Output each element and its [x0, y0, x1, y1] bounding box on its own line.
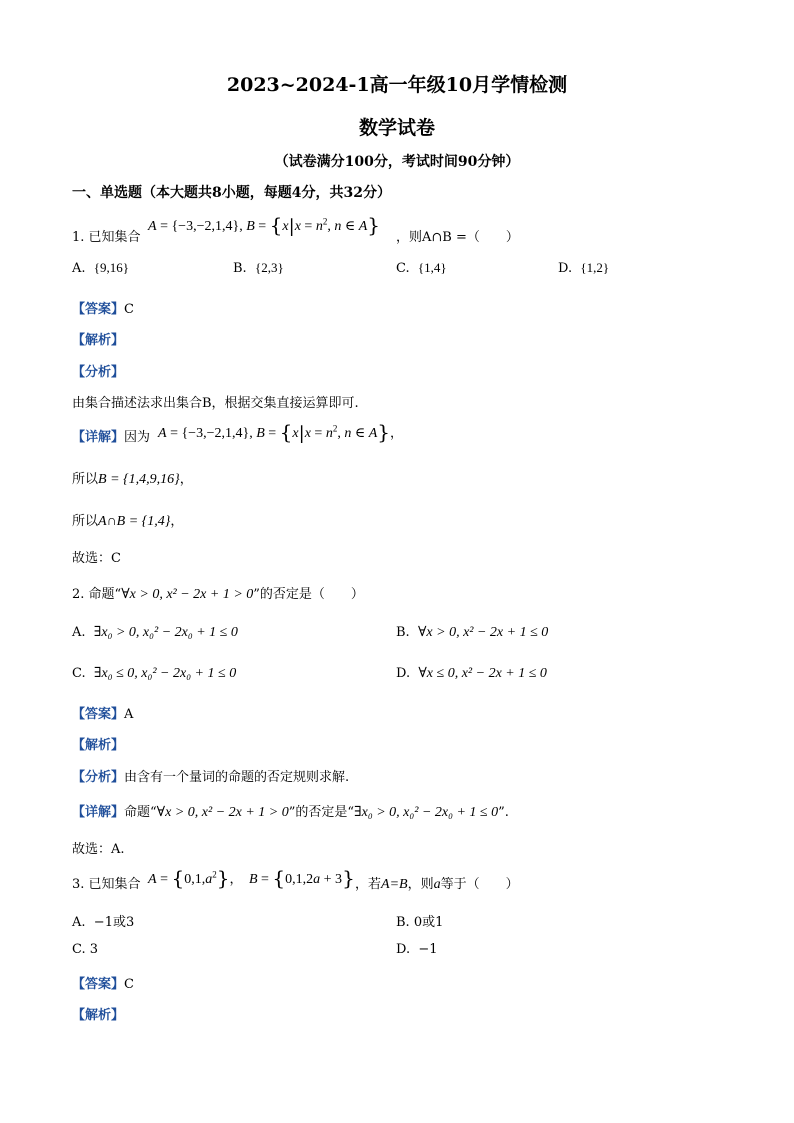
q2-stem: 2. 命题“∀x > 0, x² − 2x + 1 > 0”的否定是（ ） [72, 587, 364, 602]
q1-stem [72, 226, 141, 245]
q2-detail: 【详解】命题“∀x > 0, x² − 2x + 1 > 0”的否定是“∃x₀ > 0, x₀² − 2x₀ + 1 ≤ 0”. [72, 805, 509, 820]
q1-option-c: C. {1,4} [396, 260, 447, 276]
q1-stem-post: ，则A∩B =（ ） [396, 230, 519, 245]
q1-option-a: A. {9,16} [72, 260, 130, 276]
q3-option-d: D. −1 [396, 942, 438, 957]
section-heading: 一、单选题（本大题共8小题，每题4分，共32分） [72, 185, 391, 201]
q1-answer: 【答案】C [72, 302, 134, 317]
q3-option-c: C. 3 [72, 942, 99, 957]
q1-fenxi-text: 由集合描述法求出集合B，根据交集直接运算即可. [72, 396, 359, 411]
q3-option-a: A. −1或3 [72, 915, 135, 930]
q2-option-c: C. ∃x₀ ≤ 0, x₀² − 2x₀ + 1 ≤ 0 [72, 666, 237, 681]
q2-option-d: D. ∀x ≤ 0, x² − 2x + 1 ≤ 0 [396, 666, 547, 681]
q1-detail-line3: 所以A∩B = {1,4}， [72, 514, 184, 529]
q2-answer: 【答案】A [72, 707, 134, 722]
q3-option-b: B. 0或1 [396, 915, 444, 930]
q3-stem-post: ，若A=B，则a等于（ ） [355, 877, 519, 892]
q1-detail: 【详解】因为 [72, 430, 151, 445]
page-title: 2023~2024-1高一年级10月学情检测 [226, 74, 568, 96]
q2-fenxi: 【分析】由含有一个量词的命题的否定规则求解. [72, 770, 350, 785]
q1-option-b: B. {2,3} [233, 260, 284, 276]
q3-stem: 3. 已知集合 [72, 877, 141, 892]
q1-fenxi-label: 【分析】 [72, 365, 125, 380]
q1-conclusion: 故选：C [72, 551, 121, 566]
q3-sets: $A = \{0,1,a^2\}$， B = {0,1,2a + 3} [148, 866, 355, 890]
exam-note: （试卷满分100分，考试时间90分钟） [274, 154, 520, 170]
subject-title: 数学试卷 [358, 117, 435, 139]
q1-detail-math: A = {−3,−2,1,4}, $B = \{x|x = n^2$, n ∈ A}， [158, 420, 404, 444]
q2-analysis-label: 【解析】 [72, 738, 125, 753]
q3-analysis-label: 【解析】 [72, 1008, 125, 1023]
q1-analysis-label: 【解析】 [72, 333, 125, 348]
q2-option-b: B. ∀x > 0, x² − 2x + 1 ≤ 0 [396, 625, 549, 640]
q2-conclusion: 故选：A. [72, 842, 125, 857]
q1-detail-line2: 所以B = {1,4,9,16}， [72, 472, 193, 487]
q1-option-d: D. {1,2} [558, 260, 610, 276]
q1-number: 1. [72, 230, 89, 245]
q1-set-a: A = {−3,−2,1,4}, $B = \{x|x = n^2$, n ∈ A} [148, 213, 380, 237]
q1-stem-pre: 已知集合 [88, 230, 141, 245]
q2-option-a: A. ∃x₀ > 0, x₀² − 2x₀ + 1 ≤ 0 [72, 625, 238, 640]
q3-answer: 【答案】C [72, 977, 134, 992]
